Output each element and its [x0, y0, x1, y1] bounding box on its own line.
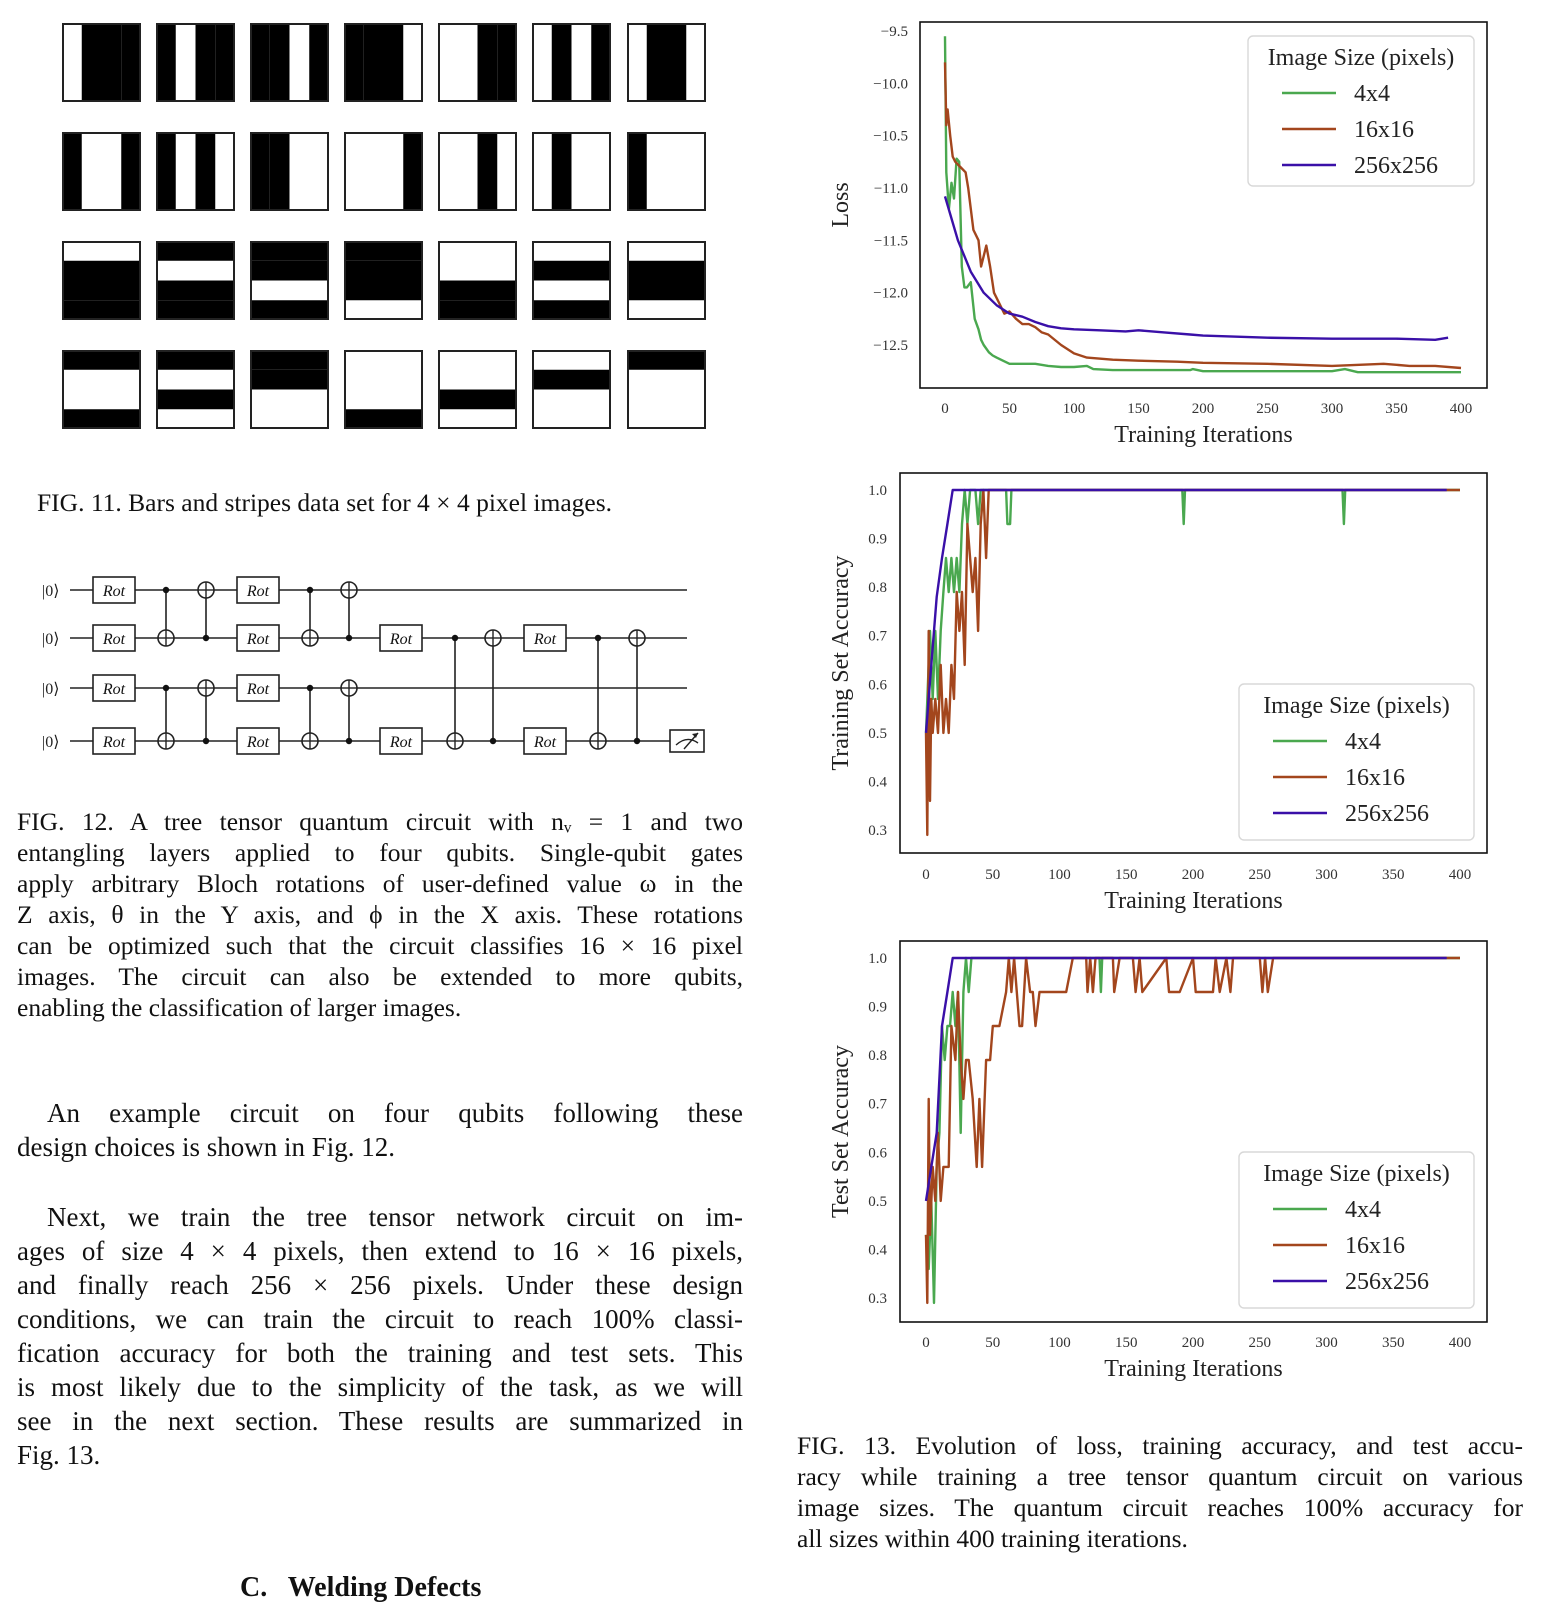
svg-text:Rot: Rot: [102, 681, 126, 698]
y-tick-label: −11.5: [873, 233, 908, 250]
qubit-label: |0⟩: [42, 583, 60, 600]
series-line-256x256: [945, 196, 1448, 339]
fig12-caption-line: can be optimized such that the circuit classifies 16 × 16 pixel: [17, 931, 743, 960]
y-tick-label: 1.0: [868, 483, 887, 499]
paragraph-line: is most likely due to the simplicity of the task, as we will: [17, 1372, 743, 1402]
svg-text:Rot: Rot: [246, 631, 270, 648]
paragraph-line: An example circuit on four qubits following these: [47, 1098, 743, 1128]
legend-item-label: 4x4: [1345, 1197, 1381, 1223]
x-tick-label: 50: [1002, 401, 1017, 417]
y-tick-label: −9.5: [880, 24, 908, 40]
fig13-caption-line: image sizes. The quantum circuit reaches 100% accuracy for: [797, 1493, 1523, 1522]
chart-legend: [1239, 1152, 1474, 1308]
legend-item-label: 256x256: [1354, 153, 1438, 179]
x-tick-label: 200: [1181, 867, 1205, 883]
y-tick-label: −10.5: [873, 128, 908, 145]
chart-legend: [1248, 36, 1474, 186]
svg-text:Rot: Rot: [389, 631, 413, 648]
x-tick-label: 250: [1256, 401, 1279, 417]
svg-text:Rot: Rot: [533, 631, 557, 648]
qubit-label: |0⟩: [42, 631, 60, 648]
svg-text:Rot: Rot: [246, 583, 270, 600]
x-tick-label: 150: [1115, 867, 1138, 883]
y-tick-label: −10.0: [873, 76, 908, 93]
x-axis-label: Training Iterations: [1104, 888, 1283, 914]
qubit-label: |0⟩: [42, 681, 60, 698]
legend-title: Image Size (pixels): [1263, 1161, 1450, 1187]
paragraph-line: design choices is shown in Fig. 12.: [17, 1132, 395, 1162]
x-axis-label: Training Iterations: [1114, 422, 1293, 448]
x-tick-label: 350: [1385, 401, 1408, 417]
x-axis-label: Training Iterations: [1104, 1356, 1283, 1382]
paragraph-line: Next, we train the tree tensor network circuit on im-: [47, 1202, 743, 1232]
x-tick-label: 400: [1448, 1335, 1472, 1351]
fig13-caption-line: FIG. 13. Evolution of loss, training accuracy, and test accu-: [797, 1431, 1523, 1460]
legend-item-label: 4x4: [1354, 81, 1390, 107]
paragraph-line: see in the next section. These results are summarized in: [17, 1406, 743, 1436]
y-tick-label: 0.9: [868, 531, 887, 548]
x-tick-label: 400: [1449, 401, 1473, 417]
y-tick-label: −12.5: [873, 338, 908, 354]
paragraph-line: and finally reach 256 × 256 pixels. Under these design: [17, 1270, 743, 1300]
paragraph-line: ages of size 4 × 4 pixels, then extend to 16 × 16 pixels,: [17, 1236, 743, 1266]
x-tick-label: 300: [1320, 401, 1344, 417]
legend-item-label: 256x256: [1345, 801, 1429, 827]
legend-item-label: 256x256: [1345, 1269, 1429, 1295]
y-tick-label: 0.5: [868, 1193, 887, 1210]
y-axis-label: Test Set Accuracy: [828, 1045, 854, 1218]
x-tick-label: 0: [922, 1335, 930, 1351]
y-tick-label: −12.0: [873, 285, 908, 302]
fig11-caption: FIG. 11. Bars and stripes data set for 4 × 4 pixel images.: [37, 488, 613, 517]
fig13-caption: [797, 1430, 1523, 1554]
paragraph-line: conditions, we can train the circuit to reach 100% classi-: [17, 1304, 743, 1334]
x-tick-label: 350: [1382, 1335, 1405, 1351]
legend-title: Image Size (pixels): [1263, 693, 1450, 719]
legend-item-label: 16x16: [1345, 765, 1405, 791]
x-tick-label: 150: [1115, 1335, 1138, 1351]
y-tick-label: 0.9: [868, 999, 887, 1016]
fig12-caption-line: images. The circuit can also be extended to more qubits,: [17, 962, 743, 991]
y-tick-label: 0.4: [868, 1242, 887, 1259]
qubit-label: |0⟩: [42, 734, 60, 751]
y-tick-label: −11.0: [873, 181, 908, 197]
x-tick-label: 300: [1315, 1335, 1338, 1351]
svg-text:Rot: Rot: [533, 734, 557, 751]
legend-item-label: 4x4: [1345, 729, 1381, 755]
svg-text:Rot: Rot: [102, 631, 126, 648]
x-tick-label: 200: [1181, 1335, 1205, 1351]
svg-text:Rot: Rot: [246, 734, 270, 751]
paragraph-line: fication accuracy for both the training and test sets. This: [17, 1338, 743, 1368]
svg-text:Rot: Rot: [389, 734, 413, 751]
x-tick-label: 100: [1048, 867, 1071, 883]
x-tick-label: 0: [922, 867, 930, 883]
x-tick-label: 150: [1127, 401, 1150, 417]
x-tick-label: 100: [1048, 1335, 1071, 1351]
fig12-caption-line: enabling the classification of larger images.: [17, 993, 462, 1022]
y-tick-label: 0.6: [868, 677, 887, 694]
fig13-caption-line: racy while training a tree tensor quantum circuit on various: [797, 1462, 1523, 1491]
x-tick-label: 100: [1062, 401, 1086, 417]
x-tick-label: 50: [985, 867, 1001, 883]
paragraph-line: Fig. 13.: [17, 1440, 101, 1470]
y-tick-label: 0.8: [868, 580, 887, 597]
svg-text:Rot: Rot: [102, 583, 126, 600]
test-accuracy-chart: [828, 941, 1487, 1382]
svg-text:Rot: Rot: [102, 734, 126, 751]
y-tick-label: 0.7: [868, 1096, 887, 1113]
fig12-caption-line: apply arbitrary Bloch rotations of user-defined value ω in the: [17, 869, 743, 898]
chart-legend: [1239, 684, 1474, 840]
y-tick-label: 0.3: [868, 823, 887, 839]
legend-title: Image Size (pixels): [1267, 45, 1455, 71]
y-tick-label: 0.3: [868, 1291, 887, 1307]
y-tick-label: 0.8: [868, 1048, 887, 1065]
y-tick-label: 1.0: [868, 951, 887, 967]
x-tick-label: 350: [1382, 867, 1405, 883]
y-axis-label: Loss: [828, 182, 854, 228]
fig13-caption-line: all sizes within 400 training iterations.: [797, 1524, 1188, 1553]
legend-item-label: 16x16: [1354, 117, 1414, 143]
fig12-caption-line: entangling layers applied to four qubits. Single-qubit gates: [17, 838, 743, 867]
x-tick-label: 250: [1248, 1335, 1271, 1351]
loss-chart: [828, 22, 1487, 448]
svg-text:Rot: Rot: [246, 681, 270, 698]
x-tick-label: 400: [1448, 867, 1472, 883]
x-tick-label: 200: [1191, 401, 1215, 417]
x-tick-label: 250: [1248, 867, 1271, 883]
legend-item-label: 16x16: [1345, 1233, 1405, 1259]
y-tick-label: 0.5: [868, 725, 887, 742]
fig12-caption-line: FIG. 12. A tree tensor quantum circuit with nᵥ = 1 and two: [17, 807, 743, 836]
section-heading: C. Welding Defects: [240, 1572, 482, 1603]
x-tick-label: 50: [985, 1335, 1001, 1351]
y-tick-label: 0.4: [868, 774, 887, 791]
y-tick-label: 0.7: [868, 628, 887, 645]
training-accuracy-chart: [828, 473, 1487, 914]
y-axis-label: Training Set Accuracy: [828, 555, 854, 771]
x-tick-label: 300: [1315, 867, 1338, 883]
fig12-caption-line: Z axis, θ in the Y axis, and ϕ in the X axis. These rotations: [17, 900, 743, 929]
x-tick-label: 0: [941, 401, 949, 417]
y-tick-label: 0.6: [868, 1145, 887, 1162]
